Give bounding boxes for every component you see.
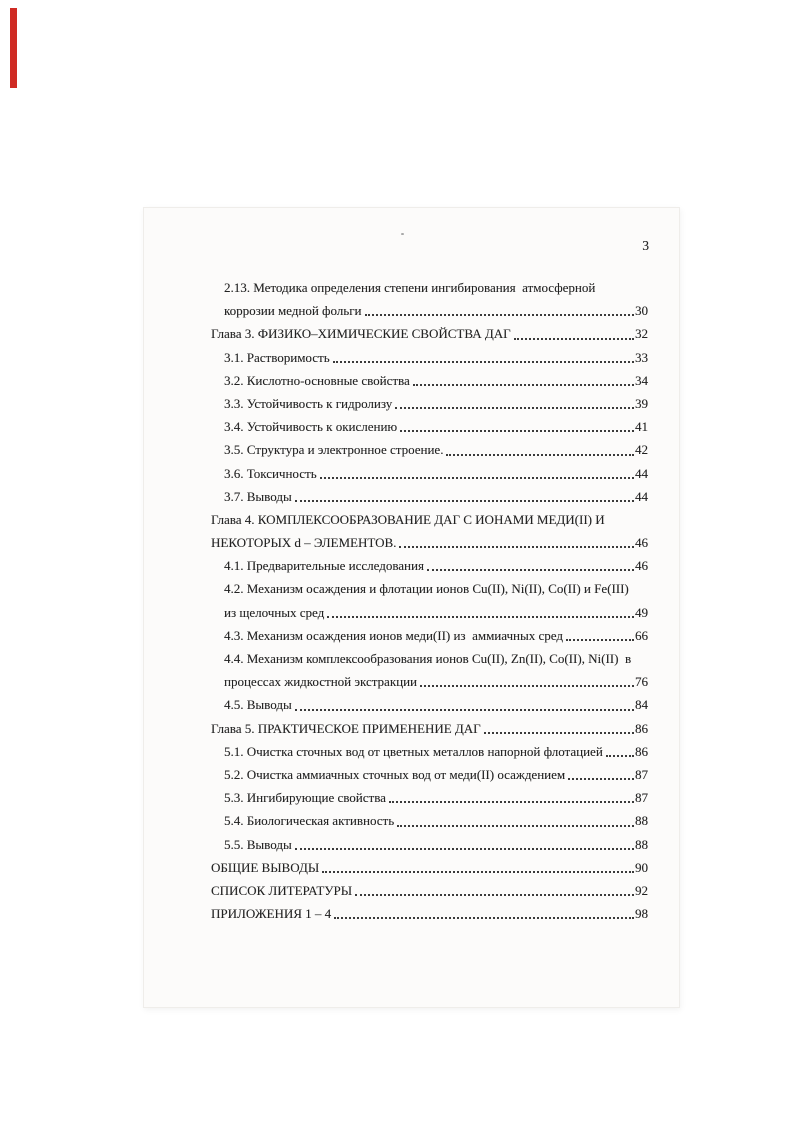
page-number: 3 bbox=[642, 238, 649, 253]
toc-leader-dots bbox=[632, 577, 647, 594]
toc-entry-page: 88 bbox=[635, 813, 648, 829]
toc-entry bbox=[211, 693, 648, 716]
toc-entry-page: 90 bbox=[635, 859, 648, 875]
toc-leader-dots bbox=[395, 392, 634, 409]
toc-entry bbox=[211, 485, 648, 508]
toc-entry bbox=[211, 670, 648, 693]
toc-leader-dots bbox=[420, 670, 634, 687]
toc-entry-text: ОБЩИЕ ВЫВОДЫ bbox=[211, 859, 320, 875]
toc-entry-page: 32 bbox=[635, 326, 648, 342]
toc-entry bbox=[211, 763, 648, 786]
toc-entry-text: 5.5. Выводы bbox=[224, 836, 292, 852]
toc-entry-page: 66 bbox=[635, 627, 648, 643]
toc-leader-dots bbox=[634, 647, 647, 664]
toc-entry bbox=[211, 577, 648, 600]
toc-entry-page: 44 bbox=[635, 488, 648, 504]
toc-entry bbox=[211, 624, 648, 647]
toc-entry-text: 3.3. Устойчивость к гидролизу bbox=[224, 395, 393, 411]
toc-leader-dots bbox=[606, 740, 634, 757]
toc-entry bbox=[211, 438, 648, 461]
toc-entry bbox=[211, 508, 648, 531]
toc-entry-text: 3.7. Выводы bbox=[224, 488, 292, 504]
toc-entry-page: 34 bbox=[635, 372, 648, 388]
toc-entry-text: 2.13. Методика определения степени ингибирования атмосферной bbox=[224, 280, 596, 295]
toc-leader-dots bbox=[322, 856, 634, 873]
toc-entry bbox=[211, 601, 648, 624]
toc-entry-text: 3.4. Устойчивость к окислению bbox=[224, 419, 398, 435]
toc-entry bbox=[211, 299, 648, 322]
toc-entry bbox=[211, 554, 648, 577]
toc-entry bbox=[211, 276, 648, 299]
toc-leader-dots bbox=[327, 601, 634, 618]
toc-entry-text: НЕКОТОРЫХ d – ЭЛЕМЕНТОВ. bbox=[211, 535, 397, 551]
toc-leader-dots bbox=[399, 531, 634, 548]
toc-leader-dots bbox=[334, 902, 634, 919]
toc-entry-text: Глава 4. КОМПЛЕКСООБРАЗОВАНИЕ ДАГ С ИОНАМИ МЕДИ(II) И bbox=[211, 511, 605, 527]
toc-entry bbox=[211, 346, 648, 369]
toc-entry bbox=[211, 833, 648, 856]
toc-entry-text: СПИСОК ЛИТЕРАТУРЫ bbox=[211, 882, 353, 898]
toc-entry-page: 87 bbox=[635, 766, 648, 782]
toc-entry-text: 4.4. Механизм комплексообразования ионов Cu(II), Zn(II), Co(II), Ni(II) в bbox=[224, 651, 632, 666]
toc-entry bbox=[211, 531, 648, 554]
toc-leader-dots bbox=[355, 879, 634, 896]
toc-entry-text: 4.3. Механизм осаждения ионов меди(II) из аммиачных сред bbox=[224, 627, 563, 643]
toc-entry-text: Глава 5. ПРАКТИЧЕСКОЕ ПРИМЕНЕНИЕ ДАГ bbox=[211, 720, 481, 736]
toc-entry bbox=[211, 717, 648, 740]
toc-entry-page: 42 bbox=[635, 442, 648, 458]
toc-entry-page: 46 bbox=[635, 535, 648, 551]
toc-entry-page: 98 bbox=[635, 906, 648, 922]
toc-entry-page: 87 bbox=[635, 790, 648, 806]
toc-entry-text: процессах жидкостной экстракции bbox=[224, 674, 418, 690]
toc-leader-dots bbox=[389, 786, 634, 803]
toc-entry bbox=[211, 369, 648, 392]
toc-entry-page: 86 bbox=[635, 720, 648, 736]
toc-leader-dots bbox=[514, 322, 634, 339]
toc-entry bbox=[211, 462, 648, 485]
toc-leader-dots bbox=[320, 462, 634, 479]
toc-entry-text: 3.5. Структура и электронное строение. bbox=[224, 442, 444, 458]
toc-entry bbox=[211, 809, 648, 832]
toc-entry-page: 92 bbox=[635, 882, 648, 898]
toc-leader-dots bbox=[413, 369, 634, 386]
toc-entry bbox=[211, 902, 648, 925]
toc-entry-text: Глава 3. ФИЗИКО–ХИМИЧЕСКИЕ СВОЙСТВА ДАГ bbox=[211, 326, 511, 342]
table-of-contents bbox=[211, 276, 648, 925]
toc-leader-dots bbox=[333, 346, 634, 363]
scan-speck bbox=[401, 233, 404, 235]
toc-entry-page: 88 bbox=[635, 836, 648, 852]
toc-entry-page: 44 bbox=[635, 465, 648, 481]
toc-entry bbox=[211, 740, 648, 763]
toc-entry-page: 41 bbox=[635, 419, 648, 435]
toc-entry-text: 4.1. Предварительные исследования bbox=[224, 558, 424, 574]
toc-leader-dots bbox=[484, 717, 634, 734]
toc-leader-dots bbox=[568, 763, 634, 780]
toc-leader-dots bbox=[446, 438, 634, 455]
toc-leader-dots bbox=[295, 693, 634, 710]
toc-leader-dots bbox=[400, 415, 634, 432]
toc-leader-dots bbox=[295, 485, 634, 502]
toc-leader-dots bbox=[566, 624, 634, 641]
toc-entry-text: 3.6. Токсичность bbox=[224, 465, 317, 481]
toc-entry-page: 84 bbox=[635, 697, 648, 713]
toc-leader-dots bbox=[427, 554, 634, 571]
toc-entry-text: из щелочных сред bbox=[224, 604, 325, 620]
toc-entry-text: 5.1. Очистка сточных вод от цветных металлов напорной флотацией bbox=[224, 743, 603, 759]
toc-entry-page: 33 bbox=[635, 349, 648, 365]
toc-entry-text: ПРИЛОЖЕНИЯ 1 – 4 bbox=[211, 906, 332, 922]
toc-entry-text: 4.2. Механизм осаждения и флотации ионов Cu(II), Ni(II), Co(II) и Fe(III) bbox=[224, 581, 629, 597]
toc-entry-page: 39 bbox=[635, 395, 648, 411]
toc-entry-text: 5.2. Очистка аммиачных сточных вод от меди(II) осаждением bbox=[224, 766, 566, 782]
toc-entry-page: 86 bbox=[635, 743, 648, 759]
toc-entry-text: 4.5. Выводы bbox=[224, 697, 292, 713]
toc-entry-page: 49 bbox=[635, 604, 648, 620]
toc-entry-text: 5.4. Биологическая активность bbox=[224, 813, 395, 829]
toc-leader-dots bbox=[365, 299, 634, 316]
toc-entry bbox=[211, 879, 648, 902]
toc-entry bbox=[211, 647, 648, 670]
toc-leader-dots bbox=[598, 276, 647, 293]
toc-entry-text: 3.1. Растворимость bbox=[224, 349, 330, 365]
toc-entry-page: 46 bbox=[635, 558, 648, 574]
toc-entry bbox=[211, 415, 648, 438]
toc-leader-dots bbox=[608, 508, 647, 525]
toc-entry bbox=[211, 322, 648, 345]
toc-entry-text: 5.3. Ингибирующие свойства bbox=[224, 790, 386, 806]
toc-entry-page: 30 bbox=[635, 303, 648, 319]
toc-entry-text: коррозии медной фольги bbox=[224, 303, 362, 319]
toc-leader-dots bbox=[295, 833, 634, 850]
toc-entry-page: 76 bbox=[635, 674, 648, 690]
toc-entry bbox=[211, 392, 648, 415]
red-scan-mark bbox=[10, 8, 17, 88]
document-page bbox=[143, 207, 680, 1008]
toc-entry-text: 3.2. Кислотно-основные свойства bbox=[224, 372, 410, 388]
toc-entry bbox=[211, 786, 648, 809]
toc-entry bbox=[211, 856, 648, 879]
toc-leader-dots bbox=[397, 809, 634, 826]
